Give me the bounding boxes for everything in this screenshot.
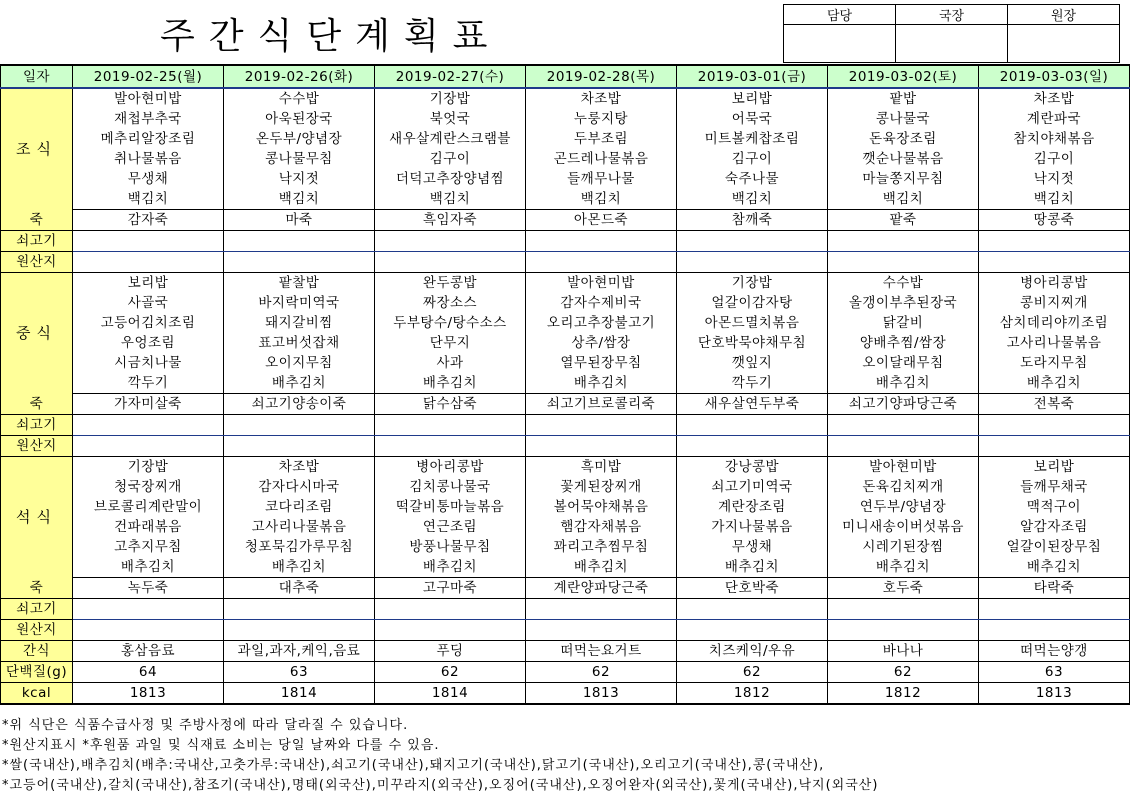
lunch-menu-item[interactable]: 도라지무침 — [979, 353, 1130, 373]
dinner-menu-item[interactable]: 흑미밥 — [526, 457, 677, 478]
breakfast-menu-item[interactable]: 새우살계란스크램블 — [375, 129, 526, 149]
table-row — [1, 210, 1130, 231]
origin-cell[interactable] — [224, 436, 375, 457]
origin-cell[interactable] — [375, 436, 526, 457]
origin-cell[interactable] — [73, 620, 224, 641]
lunch-menu-item[interactable]: 닭갈비 — [828, 313, 979, 333]
table-row — [1, 231, 1130, 252]
breakfast-menu-item[interactable]: 기장밥 — [375, 88, 526, 109]
dinner-menu-item[interactable]: 병아리콩밥 — [375, 457, 526, 478]
table-row — [1, 557, 1130, 578]
origin-cell[interactable] — [828, 436, 979, 457]
dinner-menu-item[interactable]: 감자다시마국 — [224, 477, 375, 497]
breakfast-menu-item[interactable]: 들깨무나물 — [526, 169, 677, 189]
origin-cell[interactable] — [677, 436, 828, 457]
breakfast-menu-item[interactable]: 백김치 — [828, 189, 979, 210]
approval-header-head: 원장 — [1008, 5, 1120, 25]
beef-origin-cell[interactable] — [979, 231, 1130, 252]
lunch-menu-item[interactable]: 양배추찜/쌈장 — [828, 333, 979, 353]
breakfast-menu-item[interactable]: 온두부/양념장 — [224, 129, 375, 149]
kcal-value[interactable]: 1814 — [224, 683, 375, 705]
lunch-menu-item[interactable]: 병아리콩밥 — [979, 273, 1130, 294]
porridge-item[interactable]: 단호박죽 — [677, 578, 828, 599]
breakfast-menu-item[interactable]: 마늘쫑지무침 — [828, 169, 979, 189]
date-header-label: 일자 — [1, 65, 73, 88]
lunch-menu-item[interactable]: 열무된장무침 — [526, 353, 677, 373]
kcal-value[interactable]: 1813 — [526, 683, 677, 705]
lunch-menu-item[interactable]: 수수밥 — [828, 273, 979, 294]
breakfast-menu-item[interactable]: 낙지젓 — [979, 169, 1130, 189]
porridge-item[interactable]: 마죽 — [224, 210, 375, 231]
porridge-item[interactable]: 쇠고기양파당근죽 — [828, 394, 979, 415]
breakfast-menu-item[interactable]: 백김치 — [73, 189, 224, 210]
note-line: *원산지표시 *후원품 과일 및 식재료 소비는 당일 날짜와 다를 수 있음. — [2, 738, 440, 753]
origin-cell[interactable] — [526, 436, 677, 457]
breakfast-menu-item[interactable]: 계란파국 — [979, 109, 1130, 129]
beef-origin-label: 쇠고기 — [1, 599, 73, 620]
origin-label: 원산지 — [1, 252, 73, 273]
dinner-menu-item[interactable]: 알감자조림 — [979, 517, 1130, 537]
dinner-menu-item[interactable]: 꽃게된장찌개 — [526, 477, 677, 497]
dinner-menu-item[interactable]: 얼갈이된장무침 — [979, 537, 1130, 557]
breakfast-menu-item[interactable]: 돈육장조림 — [828, 129, 979, 149]
protein-value[interactable]: 62 — [526, 662, 677, 683]
table-row — [1, 683, 1130, 705]
dinner-menu-item[interactable]: 김치콩나물국 — [375, 477, 526, 497]
breakfast-menu-item[interactable]: 팥밥 — [828, 88, 979, 109]
lunch-menu-item[interactable]: 단호박묵야채무침 — [677, 333, 828, 353]
dinner-menu-item[interactable]: 코다리조림 — [224, 497, 375, 517]
lunch-menu-item[interactable]: 팥찰밥 — [224, 273, 375, 294]
breakfast-menu-item[interactable]: 취나물볶음 — [73, 149, 224, 169]
breakfast-menu-item[interactable]: 두부조림 — [526, 129, 677, 149]
beef-origin-cell[interactable] — [526, 231, 677, 252]
breakfast-label: 조식 — [1, 88, 73, 210]
dinner-label: 석식 — [1, 457, 73, 578]
porridge-item[interactable]: 쇠고기양송이죽 — [224, 394, 375, 415]
lunch-menu-item[interactable]: 두부탕수/탕수소스 — [375, 313, 526, 333]
date-header: 2019-03-02(토) — [828, 65, 979, 88]
porridge-item[interactable]: 가자미살죽 — [73, 394, 224, 415]
dinner-menu-item[interactable]: 건파래볶음 — [73, 517, 224, 537]
approval-cell-director[interactable] — [896, 25, 1008, 63]
dinner-menu-item[interactable]: 방풍나물무침 — [375, 537, 526, 557]
date-header: 2019-02-27(수) — [375, 65, 526, 88]
kcal-value[interactable]: 1813 — [979, 683, 1130, 705]
beef-origin-cell[interactable] — [828, 231, 979, 252]
breakfast-menu-item[interactable]: 콩나물국 — [828, 109, 979, 129]
dinner-menu-item[interactable]: 계란장조림 — [677, 497, 828, 517]
dinner-menu-item[interactable]: 연두부/양념장 — [828, 497, 979, 517]
porridge-item[interactable]: 전복죽 — [979, 394, 1130, 415]
beef-origin-cell[interactable] — [828, 415, 979, 436]
protein-label: 단백질(g) — [1, 662, 73, 683]
beef-origin-cell[interactable] — [224, 231, 375, 252]
date-header: 2019-03-01(금) — [677, 65, 828, 88]
lunch-menu-item[interactable]: 기장밥 — [677, 273, 828, 294]
origin-cell[interactable] — [828, 252, 979, 273]
table-row — [1, 293, 1130, 313]
dinner-menu-item[interactable]: 배추김치 — [979, 557, 1130, 578]
beef-origin-cell[interactable] — [224, 599, 375, 620]
breakfast-menu-item[interactable]: 백김치 — [375, 189, 526, 210]
breakfast-menu-item[interactable]: 김구이 — [677, 149, 828, 169]
breakfast-menu-item[interactable]: 아욱된장국 — [224, 109, 375, 129]
porridge-item[interactable]: 팥죽 — [828, 210, 979, 231]
beef-origin-cell[interactable] — [375, 231, 526, 252]
table-row — [1, 169, 1130, 189]
breakfast-menu-item[interactable]: 백김치 — [224, 189, 375, 210]
dinner-menu-item[interactable]: 배추김치 — [526, 557, 677, 578]
dinner-menu-item[interactable]: 맥적구이 — [979, 497, 1130, 517]
beef-origin-cell[interactable] — [73, 415, 224, 436]
protein-value[interactable]: 62 — [828, 662, 979, 683]
table-row — [1, 353, 1130, 373]
porridge-item[interactable]: 감자죽 — [73, 210, 224, 231]
snack-value[interactable]: 홍삼음료 — [73, 641, 224, 662]
table-row — [1, 641, 1130, 662]
protein-value[interactable]: 63 — [979, 662, 1130, 683]
lunch-menu-item[interactable]: 깍두기 — [677, 373, 828, 394]
page-title: 주간식단계획표 — [160, 16, 502, 57]
porridge-item[interactable]: 참깨죽 — [677, 210, 828, 231]
table-row — [1, 537, 1130, 557]
lunch-menu-item[interactable]: 고등어김치조림 — [73, 313, 224, 333]
breakfast-menu-item[interactable]: 차조밥 — [526, 88, 677, 109]
dinner-menu-item[interactable]: 볼어묵야채볶음 — [526, 497, 677, 517]
porridge-label: 죽 — [1, 578, 73, 599]
lunch-menu-item[interactable]: 상추/쌈장 — [526, 333, 677, 353]
breakfast-menu-item[interactable]: 보리밥 — [677, 88, 828, 109]
breakfast-menu-item[interactable]: 백김치 — [526, 189, 677, 210]
protein-value[interactable]: 62 — [677, 662, 828, 683]
snack-value[interactable]: 떠먹는요거트 — [526, 641, 677, 662]
lunch-menu-item[interactable]: 배추김치 — [526, 373, 677, 394]
origin-cell[interactable] — [828, 620, 979, 641]
dinner-menu-item[interactable]: 발아현미밥 — [828, 457, 979, 478]
date-header: 2019-02-25(월) — [73, 65, 224, 88]
lunch-menu-item[interactable]: 발아현미밥 — [526, 273, 677, 294]
beef-origin-label: 쇠고기 — [1, 231, 73, 252]
table-row — [1, 394, 1130, 415]
breakfast-menu-item[interactable]: 메추리알장조림 — [73, 129, 224, 149]
beef-origin-cell[interactable] — [73, 231, 224, 252]
meal-table — [0, 64, 1130, 705]
beef-origin-cell[interactable] — [677, 415, 828, 436]
lunch-menu-item[interactable]: 돼지갈비찜 — [224, 313, 375, 333]
kcal-value[interactable]: 1812 — [828, 683, 979, 705]
table-row — [1, 333, 1130, 353]
approval-cell-head[interactable] — [1008, 25, 1120, 63]
dinner-menu-item[interactable]: 돈육김치찌개 — [828, 477, 979, 497]
dinner-menu-item[interactable]: 떡갈비통마늘볶음 — [375, 497, 526, 517]
table-row — [1, 599, 1130, 620]
dinner-menu-item[interactable]: 가지나물볶음 — [677, 517, 828, 537]
origin-cell[interactable] — [526, 620, 677, 641]
porridge-item[interactable]: 아몬드죽 — [526, 210, 677, 231]
lunch-menu-item[interactable]: 얼갈이감자탕 — [677, 293, 828, 313]
beef-origin-cell[interactable] — [828, 599, 979, 620]
snack-value[interactable]: 바나나 — [828, 641, 979, 662]
breakfast-menu-item[interactable]: 백김치 — [677, 189, 828, 210]
lunch-menu-item[interactable]: 오이달래무침 — [828, 353, 979, 373]
origin-cell[interactable] — [375, 252, 526, 273]
origin-cell[interactable] — [979, 436, 1130, 457]
lunch-menu-item[interactable]: 콩비지찌개 — [979, 293, 1130, 313]
approval-box — [783, 4, 1120, 63]
porridge-item[interactable]: 흑임자죽 — [375, 210, 526, 231]
table-row — [1, 457, 1130, 478]
table-row — [1, 517, 1130, 537]
dinner-menu-item[interactable]: 기장밥 — [73, 457, 224, 478]
breakfast-menu-item[interactable]: 숙주나물 — [677, 169, 828, 189]
lunch-menu-item[interactable]: 깻잎지 — [677, 353, 828, 373]
dinner-menu-item[interactable]: 고추지무침 — [73, 537, 224, 557]
dinner-menu-item[interactable]: 보리밥 — [979, 457, 1130, 478]
table-row — [1, 189, 1130, 210]
origin-cell[interactable] — [224, 620, 375, 641]
porridge-label: 죽 — [1, 210, 73, 231]
table-row — [1, 273, 1130, 294]
kcal-value[interactable]: 1812 — [677, 683, 828, 705]
porridge-item[interactable]: 녹두죽 — [73, 578, 224, 599]
porridge-item[interactable]: 새우살연두부죽 — [677, 394, 828, 415]
table-row — [1, 415, 1130, 436]
breakfast-menu-item[interactable]: 어묵국 — [677, 109, 828, 129]
beef-origin-cell[interactable] — [526, 415, 677, 436]
lunch-menu-item[interactable]: 우엉조림 — [73, 333, 224, 353]
dinner-menu-item[interactable]: 배추김치 — [73, 557, 224, 578]
origin-cell[interactable] — [375, 620, 526, 641]
lunch-menu-item[interactable]: 배추김치 — [224, 373, 375, 394]
beef-origin-cell[interactable] — [979, 599, 1130, 620]
lunch-menu-item[interactable]: 오이지무침 — [224, 353, 375, 373]
breakfast-menu-item[interactable]: 차조밥 — [979, 88, 1130, 109]
protein-value[interactable]: 63 — [224, 662, 375, 683]
beef-origin-cell[interactable] — [526, 599, 677, 620]
protein-value[interactable]: 64 — [73, 662, 224, 683]
table-row — [1, 65, 1130, 88]
approval-header-director: 국장 — [896, 5, 1008, 25]
dinner-menu-item[interactable]: 무생채 — [677, 537, 828, 557]
table-row — [1, 109, 1130, 129]
kcal-value[interactable]: 1814 — [375, 683, 526, 705]
porridge-item[interactable]: 쇠고기브로콜리죽 — [526, 394, 677, 415]
lunch-menu-item[interactable]: 배추김치 — [979, 373, 1130, 394]
origin-cell[interactable] — [224, 252, 375, 273]
porridge-item[interactable]: 계란양파당근죽 — [526, 578, 677, 599]
dinner-menu-item[interactable]: 햄감자채볶음 — [526, 517, 677, 537]
dinner-menu-item[interactable]: 들깨무채국 — [979, 477, 1130, 497]
breakfast-menu-item[interactable]: 깻순나물볶음 — [828, 149, 979, 169]
beef-origin-cell[interactable] — [375, 415, 526, 436]
lunch-menu-item[interactable]: 보리밥 — [73, 273, 224, 294]
lunch-menu-item[interactable]: 깍두기 — [73, 373, 224, 394]
porridge-item[interactable]: 닭수삼죽 — [375, 394, 526, 415]
origin-cell[interactable] — [979, 620, 1130, 641]
date-header: 2019-02-28(목) — [526, 65, 677, 88]
snack-value[interactable]: 치즈케익/우유 — [677, 641, 828, 662]
origin-cell[interactable] — [73, 252, 224, 273]
lunch-menu-item[interactable]: 사과 — [375, 353, 526, 373]
kcal-value[interactable]: 1813 — [73, 683, 224, 705]
dinner-menu-item[interactable]: 쇠고기미역국 — [677, 477, 828, 497]
dinner-menu-item[interactable]: 차조밥 — [224, 457, 375, 478]
porridge-item[interactable]: 타락죽 — [979, 578, 1130, 599]
dinner-menu-item[interactable]: 고사리나물볶음 — [224, 517, 375, 537]
note-line: *쌀(국내산),배추김치(배추:국내산,고춧가루:국내산),쇠고기(국내산),돼지고기(국내산),닭고기(국내산),오리고기(국내산),콩(국내산), — [2, 758, 825, 773]
table-row — [1, 129, 1130, 149]
lunch-menu-item[interactable]: 단무지 — [375, 333, 526, 353]
dinner-menu-item[interactable]: 배추김치 — [224, 557, 375, 578]
table-row — [1, 497, 1130, 517]
table-row — [1, 436, 1130, 457]
approval-header-staff: 담당 — [784, 5, 896, 25]
porridge-item[interactable]: 호두죽 — [828, 578, 979, 599]
table-row — [1, 578, 1130, 599]
porridge-label: 죽 — [1, 394, 73, 415]
breakfast-menu-item[interactable]: 콩나물무침 — [224, 149, 375, 169]
table-row — [1, 477, 1130, 497]
dinner-menu-item[interactable]: 브로콜리계란말이 — [73, 497, 224, 517]
dinner-menu-item[interactable]: 배추김치 — [828, 557, 979, 578]
breakfast-menu-item[interactable]: 무생채 — [73, 169, 224, 189]
origin-label: 원산지 — [1, 436, 73, 457]
breakfast-menu-item[interactable]: 미트볼케찹조림 — [677, 129, 828, 149]
lunch-menu-item[interactable]: 완두콩밥 — [375, 273, 526, 294]
note-line: *고등어(국내산),갈치(국내산),참조기(국내산),명태(외국산),미꾸라지(외국산),오징어(국내산),오징어완자(외국산),꽃게(국내산),낙지(외국산) — [2, 778, 879, 793]
origin-cell[interactable] — [73, 436, 224, 457]
beef-origin-label: 쇠고기 — [1, 415, 73, 436]
beef-origin-cell[interactable] — [979, 415, 1130, 436]
kcal-label: kcal — [1, 683, 73, 705]
origin-cell[interactable] — [979, 252, 1130, 273]
beef-origin-cell[interactable] — [375, 599, 526, 620]
lunch-menu-item[interactable]: 바지락미역국 — [224, 293, 375, 313]
dinner-menu-item[interactable]: 강낭콩밥 — [677, 457, 828, 478]
table-row — [1, 662, 1130, 683]
breakfast-menu-item[interactable]: 김구이 — [375, 149, 526, 169]
lunch-menu-item[interactable]: 배추김치 — [375, 373, 526, 394]
breakfast-menu-item[interactable]: 재첩부추국 — [73, 109, 224, 129]
lunch-menu-item[interactable]: 아몬드멸치볶음 — [677, 313, 828, 333]
dinner-menu-item[interactable]: 연근조림 — [375, 517, 526, 537]
breakfast-menu-item[interactable]: 백김치 — [979, 189, 1130, 210]
table-row — [1, 88, 1130, 109]
breakfast-menu-item[interactable]: 수수밥 — [224, 88, 375, 109]
origin-cell[interactable] — [677, 252, 828, 273]
snack-value[interactable]: 푸딩 — [375, 641, 526, 662]
protein-value[interactable]: 62 — [375, 662, 526, 683]
dinner-menu-item[interactable]: 청국장찌개 — [73, 477, 224, 497]
lunch-menu-item[interactable]: 표고버섯잡채 — [224, 333, 375, 353]
breakfast-menu-item[interactable]: 곤드레나물볶음 — [526, 149, 677, 169]
table-row — [1, 620, 1130, 641]
lunch-label: 중식 — [1, 273, 73, 394]
breakfast-menu-item[interactable]: 북엇국 — [375, 109, 526, 129]
lunch-menu-item[interactable]: 오리고추장불고기 — [526, 313, 677, 333]
porridge-item[interactable]: 땅콩죽 — [979, 210, 1130, 231]
beef-origin-cell[interactable] — [677, 231, 828, 252]
lunch-menu-item[interactable]: 배추김치 — [828, 373, 979, 394]
approval-cell-staff[interactable] — [784, 25, 896, 63]
lunch-menu-item[interactable]: 고사리나물볶음 — [979, 333, 1130, 353]
porridge-item[interactable]: 대추죽 — [224, 578, 375, 599]
lunch-menu-item[interactable]: 짜장소스 — [375, 293, 526, 313]
origin-cell[interactable] — [526, 252, 677, 273]
beef-origin-cell[interactable] — [677, 599, 828, 620]
dinner-menu-item[interactable]: 배추김치 — [375, 557, 526, 578]
lunch-menu-item[interactable]: 올갱이부추된장국 — [828, 293, 979, 313]
breakfast-menu-item[interactable]: 발아현미밥 — [73, 88, 224, 109]
dinner-menu-item[interactable]: 배추김치 — [677, 557, 828, 578]
table-row — [1, 149, 1130, 169]
snack-label: 간식 — [1, 641, 73, 662]
breakfast-menu-item[interactable]: 김구이 — [979, 149, 1130, 169]
table-row — [1, 373, 1130, 394]
table-row — [1, 252, 1130, 273]
breakfast-menu-item[interactable]: 누룽지탕 — [526, 109, 677, 129]
dinner-menu-item[interactable]: 시레기된장찜 — [828, 537, 979, 557]
beef-origin-cell[interactable] — [73, 599, 224, 620]
beef-origin-cell[interactable] — [224, 415, 375, 436]
table-row — [1, 313, 1130, 333]
dinner-menu-item[interactable]: 미니새송이버섯볶음 — [828, 517, 979, 537]
dinner-menu-item[interactable]: 꽈리고추찜무침 — [526, 537, 677, 557]
porridge-item[interactable]: 고구마죽 — [375, 578, 526, 599]
notes — [2, 716, 878, 796]
date-header: 2019-02-26(화) — [224, 65, 375, 88]
date-header: 2019-03-03(일) — [979, 65, 1130, 88]
lunch-menu-item[interactable]: 사골국 — [73, 293, 224, 313]
origin-cell[interactable] — [677, 620, 828, 641]
dinner-menu-item[interactable]: 청포묵김가루무침 — [224, 537, 375, 557]
snack-value[interactable]: 과일,과자,케익,음료 — [224, 641, 375, 662]
note-line: *위 식단은 식품수급사정 및 주방사정에 따라 달라질 수 있습니다. — [2, 718, 409, 733]
snack-value[interactable]: 떠먹는양갱 — [979, 641, 1130, 662]
breakfast-menu-item[interactable]: 참치야채볶음 — [979, 129, 1130, 149]
breakfast-menu-item[interactable]: 더덕고추장양념찜 — [375, 169, 526, 189]
origin-label: 원산지 — [1, 620, 73, 641]
lunch-menu-item[interactable]: 시금치나물 — [73, 353, 224, 373]
lunch-menu-item[interactable]: 삼치데리야끼조림 — [979, 313, 1130, 333]
lunch-menu-item[interactable]: 감자수제비국 — [526, 293, 677, 313]
breakfast-menu-item[interactable]: 낙지젓 — [224, 169, 375, 189]
